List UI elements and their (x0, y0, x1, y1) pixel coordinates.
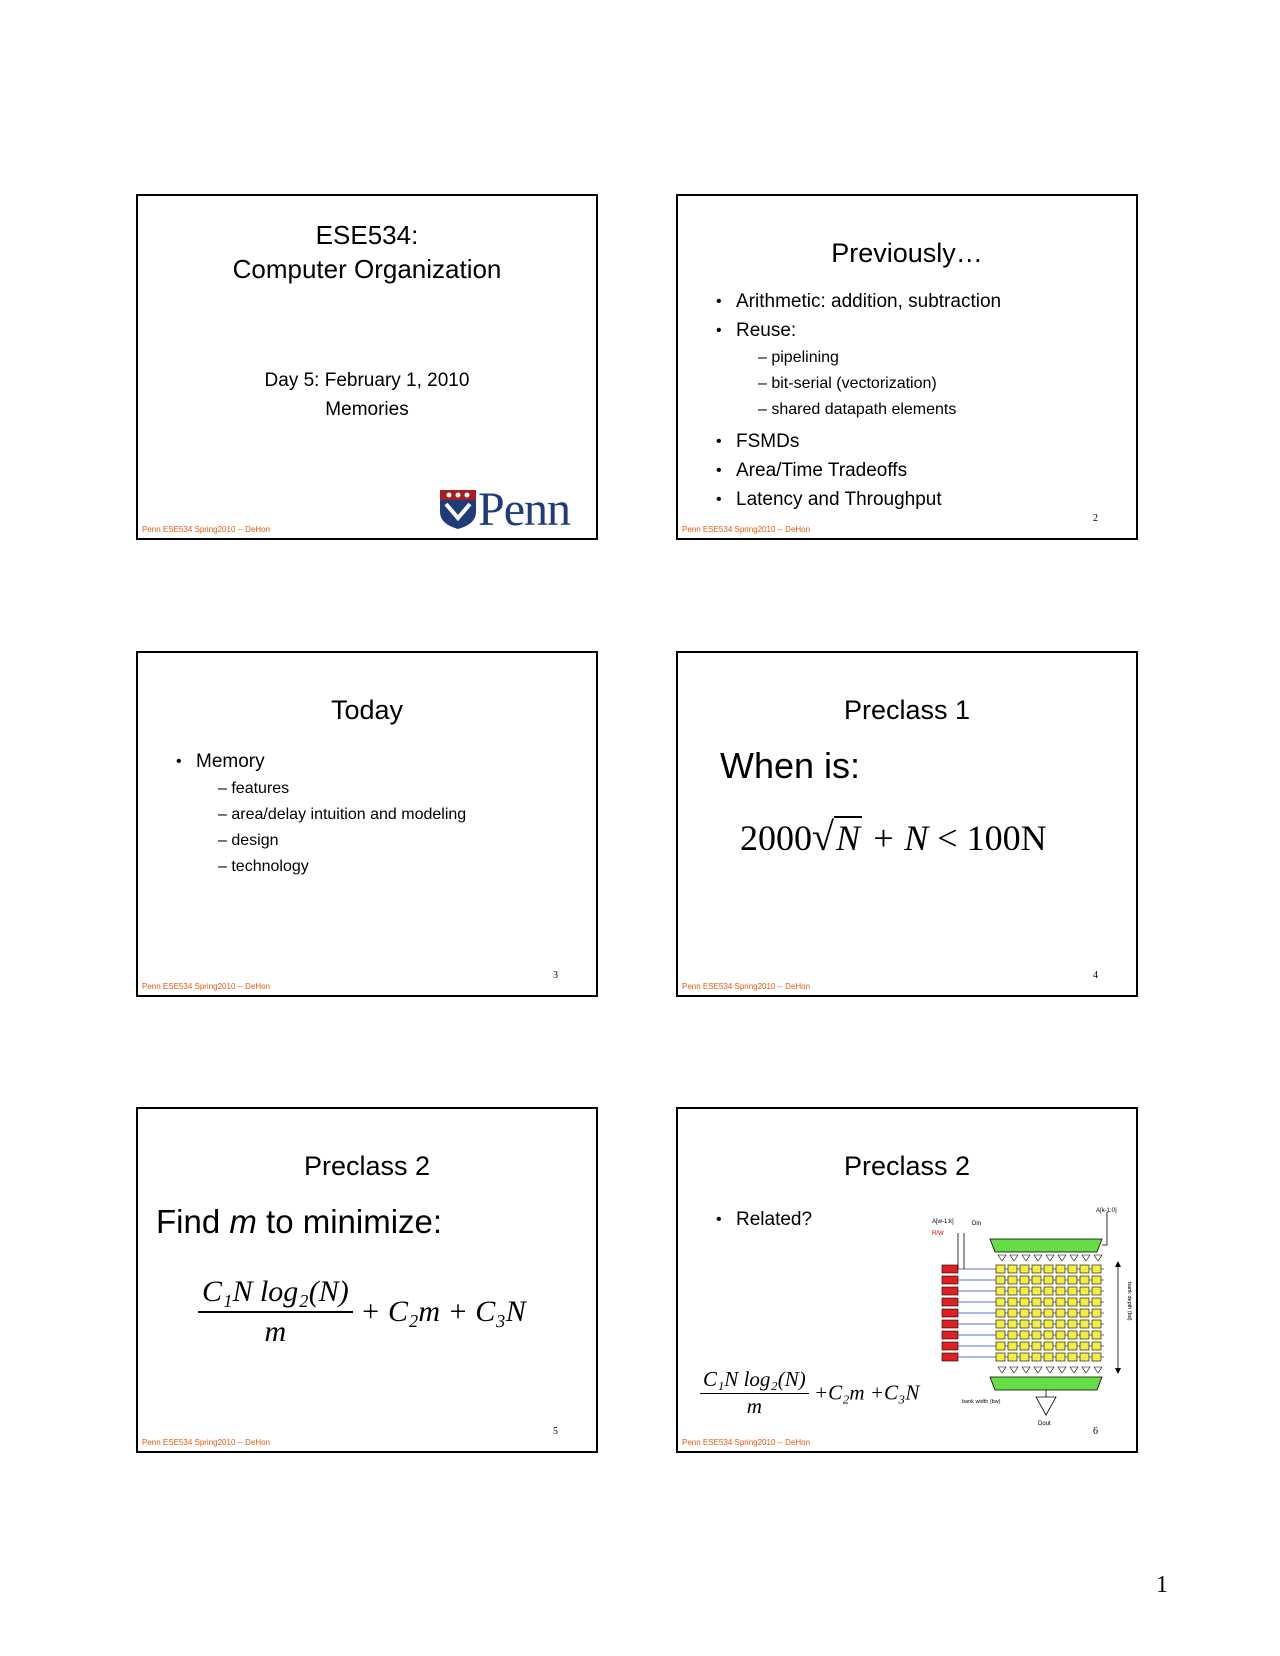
sub-item: – bit-serial (vectorization) (758, 371, 1001, 397)
memory-cell (1008, 1298, 1017, 1306)
din-label: Din (972, 1221, 982, 1227)
memory-cell (996, 1265, 1005, 1273)
slide-1 (136, 194, 598, 540)
memory-cell (1068, 1342, 1077, 1350)
memory-cell (1008, 1265, 1017, 1273)
memory-cell (1032, 1353, 1041, 1361)
memory-cell (1020, 1331, 1029, 1339)
slide-title: Today (330, 695, 404, 725)
memory-cell (1092, 1353, 1101, 1361)
memory-cell (1032, 1276, 1041, 1284)
memory-cell (1068, 1276, 1077, 1284)
sense-amp-icon (1010, 1255, 1018, 1261)
memory-cell (1056, 1320, 1065, 1328)
sense-amp-icon (1082, 1255, 1090, 1261)
memory-cell (1092, 1265, 1101, 1273)
slide-5 (136, 1107, 598, 1453)
slide-heading: Find m to minimize: (156, 1203, 443, 1240)
sense-amp-icon (1034, 1367, 1042, 1373)
bullet-list (716, 287, 1001, 514)
addr-high-label: A[w-1:k] (932, 1219, 954, 1225)
addr-low-label: A[k-1:0] (1096, 1208, 1117, 1214)
sense-amp-icon (1058, 1255, 1066, 1261)
page-number: 1 (1156, 1572, 1168, 1598)
sense-amp-icon (1058, 1367, 1066, 1373)
slide-2 (676, 194, 1138, 540)
slide-number: 6 (1093, 1426, 1098, 1437)
slide-title: Preclass 2 (303, 1151, 431, 1181)
bullet-list (716, 1205, 812, 1234)
memory-cell (1008, 1353, 1017, 1361)
slide-footer: Penn ESE534 Spring2010 -- DeHon (142, 525, 271, 534)
cost-equation: $\frac{\text{C₁N log₂(N)}}{m}$ +C₂m +C₃N (700, 1367, 919, 1419)
memory-cell (1068, 1265, 1077, 1273)
slide-1-subtitle: Day 5: February 1, 2010 Memories (264, 370, 470, 420)
bank-depth-label: bank depth (bd) (1126, 1282, 1132, 1321)
memory-cell (1068, 1298, 1077, 1306)
fraction-denominator: m (264, 1315, 287, 1348)
slide-number: 2 (1093, 513, 1098, 524)
memory-cell (996, 1287, 1005, 1295)
memory-cell (1032, 1320, 1041, 1328)
memory-cell (1008, 1320, 1017, 1328)
sqrt-symbol: √ (812, 814, 834, 859)
memory-cell (1092, 1342, 1101, 1350)
sub-list (736, 345, 1001, 423)
sense-amp-icon (1046, 1367, 1054, 1373)
row-decoder-cell (942, 1342, 958, 1350)
sense-amp-icon (1094, 1367, 1102, 1373)
memory-cell (1044, 1331, 1053, 1339)
memory-cell (1056, 1331, 1065, 1339)
memory-cell (1080, 1265, 1089, 1273)
slide-number: 3 (553, 970, 558, 981)
sub-list (196, 776, 466, 880)
memory-cell (996, 1331, 1005, 1339)
memory-cell (1044, 1265, 1053, 1273)
slide-number: 5 (553, 1426, 558, 1437)
memory-cell (1080, 1342, 1089, 1350)
memory-cell (1008, 1309, 1017, 1317)
sub-item: – design (218, 828, 466, 854)
bullet-item: • Latency and Throughput (716, 485, 1001, 514)
sense-amp-icon (1034, 1255, 1042, 1261)
bullet-list (176, 747, 466, 884)
sense-amp-icon (1082, 1367, 1090, 1373)
memory-cell (1032, 1331, 1041, 1339)
penn-shield-icon (438, 488, 478, 530)
sense-amp-icon (1022, 1255, 1030, 1261)
memory-cell (1056, 1276, 1065, 1284)
fraction-numerator: C₁N log₂(N) (198, 1275, 353, 1313)
slide-footer: Penn ESE534 Spring2010 -- DeHon (142, 982, 271, 991)
memory-cell (1008, 1342, 1017, 1350)
sub-item: – technology (218, 854, 466, 880)
memory-cell (1032, 1342, 1041, 1350)
slide-4 (676, 651, 1138, 997)
row-decoder-cell (942, 1276, 958, 1284)
memory-cell (1056, 1265, 1065, 1273)
memory-cell (1032, 1309, 1041, 1317)
sense-amp-icon (1070, 1367, 1078, 1373)
memory-cell (1056, 1353, 1065, 1361)
memory-cell (1056, 1342, 1065, 1350)
memory-cell (996, 1353, 1005, 1361)
memory-cell (1080, 1298, 1089, 1306)
memory-cell (1068, 1331, 1077, 1339)
memory-cell (1068, 1320, 1077, 1328)
memory-cell (1080, 1331, 1089, 1339)
memory-cell (1020, 1276, 1029, 1284)
sense-amp-icon (998, 1367, 1006, 1373)
memory-cell (1008, 1331, 1017, 1339)
memory-cell (996, 1320, 1005, 1328)
memory-cell (1020, 1309, 1029, 1317)
slide-number: 4 (1093, 970, 1098, 981)
memory-cell (1008, 1287, 1017, 1295)
memory-cell (1044, 1298, 1053, 1306)
memory-cell (996, 1342, 1005, 1350)
slide-6 (676, 1107, 1138, 1453)
memory-cell (1020, 1298, 1029, 1306)
memory-cell (1020, 1287, 1029, 1295)
penn-logo (438, 483, 588, 536)
penn-wordmark: Penn (478, 483, 570, 536)
memory-cell (996, 1298, 1005, 1306)
sense-amp-icon (1022, 1367, 1030, 1373)
slide-footer: Penn ESE534 Spring2010 -- DeHon (682, 1438, 811, 1447)
memory-cell (1068, 1287, 1077, 1295)
memory-cell (1068, 1309, 1077, 1317)
slide-footer: Penn ESE534 Spring2010 -- DeHon (142, 1438, 271, 1447)
memory-cell (1032, 1298, 1041, 1306)
bullet-item: • Related? (716, 1205, 812, 1234)
bullet-item: • Reuse: – pipelining – bit-serial (vectorization) – shared datapath elements (716, 316, 1001, 423)
memory-cell (1080, 1320, 1089, 1328)
memory-cell (1020, 1342, 1029, 1350)
memory-cell (996, 1309, 1005, 1317)
memory-cell (1044, 1353, 1053, 1361)
memory-cell (1032, 1265, 1041, 1273)
slide-title: Preclass 1 (843, 695, 971, 725)
dout-label: Dout (1038, 1421, 1051, 1427)
inequality-equation: 2000√N + N < 100N (740, 814, 1047, 859)
memory-bank-diagram (932, 1207, 1132, 1429)
memory-cell (1080, 1309, 1089, 1317)
row-decoder-cell (942, 1287, 958, 1295)
memory-cell (1020, 1353, 1029, 1361)
row-decoder-cell (942, 1298, 958, 1306)
sub-item: – features (218, 776, 466, 802)
slide-3 (136, 651, 598, 997)
row-decoder-cell (942, 1353, 958, 1361)
memory-cell (1044, 1287, 1053, 1295)
memory-cell (1008, 1276, 1017, 1284)
memory-cell (1020, 1320, 1029, 1328)
fraction-denominator: m (746, 1394, 762, 1418)
slide-title: Previously… (831, 238, 983, 268)
sub-item: – area/delay intuition and modeling (218, 802, 466, 828)
memory-cell (1092, 1309, 1101, 1317)
memory-cell (996, 1276, 1005, 1284)
memory-cell (1092, 1287, 1101, 1295)
slide-footer: Penn ESE534 Spring2010 -- DeHon (682, 982, 811, 991)
bullet-item: • Arithmetic: addition, subtraction (716, 287, 1001, 316)
bank-width-label: bank width (bw) (962, 1399, 1001, 1405)
row-decoder-cell (942, 1331, 958, 1339)
memory-cell (1080, 1276, 1089, 1284)
memory-cell (1080, 1353, 1089, 1361)
cost-equation: $\frac{\text{C₁N log₂(N)}}{m}$ + C₂m + C₃N (198, 1275, 526, 1349)
sense-amp-icon (1046, 1255, 1054, 1261)
memory-cell (1044, 1309, 1053, 1317)
memory-cell (1020, 1265, 1029, 1273)
bullet-item: • Memory – features – area/delay intuition and modeling – design – technology (176, 747, 466, 880)
sense-amp-icon (1010, 1367, 1018, 1373)
slide-title: Preclass 2 (843, 1151, 971, 1181)
bullet-item: • FSMDs (716, 427, 1001, 456)
memory-cell (1092, 1276, 1101, 1284)
sub-item: – shared datapath elements (758, 397, 1001, 423)
memory-cell (1056, 1287, 1065, 1295)
slide-heading: When is: (720, 745, 861, 786)
slide-1-title: ESE534: Computer Organization (232, 220, 502, 284)
slide-footer: Penn ESE534 Spring2010 -- DeHon (682, 525, 811, 534)
memory-cell (1044, 1276, 1053, 1284)
memory-cell (1056, 1298, 1065, 1306)
memory-cell (1044, 1320, 1053, 1328)
bullet-item: • Area/Time Tradeoffs (716, 456, 1001, 485)
memory-cell (1092, 1331, 1101, 1339)
row-decoder-cell (942, 1265, 958, 1273)
memory-cell (1092, 1298, 1101, 1306)
sense-amp-icon (1094, 1255, 1102, 1261)
memory-cell (1080, 1287, 1089, 1295)
memory-cell (1056, 1309, 1065, 1317)
row-decoder-cell (942, 1320, 958, 1328)
rw-label: R/W (932, 1231, 944, 1237)
row-decoder-cell (942, 1309, 958, 1317)
fraction-numerator: C₁N log₂(N) (700, 1367, 809, 1394)
memory-cell (1068, 1353, 1077, 1361)
sub-item: – pipelining (758, 345, 1001, 371)
memory-cell (1044, 1342, 1053, 1350)
sense-amp-icon (998, 1255, 1006, 1261)
memory-cell (1032, 1287, 1041, 1295)
sense-amp-icon (1070, 1255, 1078, 1261)
memory-cell (1092, 1320, 1101, 1328)
